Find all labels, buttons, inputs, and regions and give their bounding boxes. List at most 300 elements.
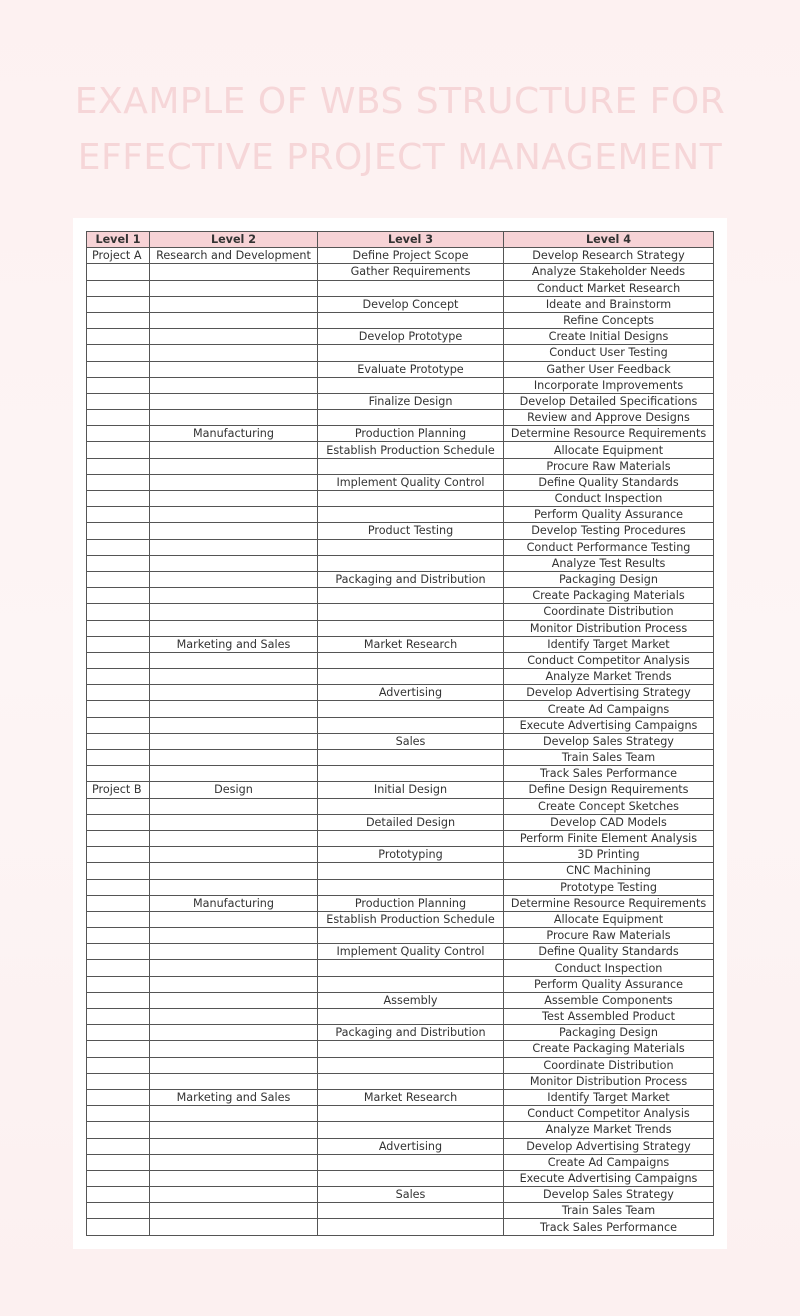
table-cell-level-4[interactable]: Coordinate Distribution bbox=[504, 1057, 714, 1073]
table-cell-level-2[interactable] bbox=[150, 410, 318, 426]
table-cell-level-2[interactable] bbox=[150, 458, 318, 474]
table-cell-level-1[interactable] bbox=[87, 474, 150, 490]
table-cell-level-2[interactable] bbox=[150, 847, 318, 863]
table-cell-level-4[interactable]: Develop Sales Strategy bbox=[504, 1187, 714, 1203]
table-cell-level-3[interactable] bbox=[318, 1170, 504, 1186]
table-row bbox=[87, 1122, 714, 1138]
table-cell-level-4[interactable]: Test Assembled Product bbox=[504, 1009, 714, 1025]
table-cell-level-4[interactable]: Packaging Design bbox=[504, 1025, 714, 1041]
table-cell-level-1[interactable] bbox=[87, 410, 150, 426]
table-cell-level-1[interactable] bbox=[87, 1073, 150, 1089]
table-cell-level-3[interactable] bbox=[318, 928, 504, 944]
table-cell-level-1[interactable] bbox=[87, 652, 150, 668]
table-cell-level-3[interactable] bbox=[318, 1219, 504, 1235]
table-row bbox=[87, 248, 714, 264]
table-row bbox=[87, 1089, 714, 1105]
table-cell-level-2[interactable] bbox=[150, 1219, 318, 1235]
table-cell-level-4[interactable]: Analyze Market Trends bbox=[504, 1122, 714, 1138]
table-cell-level-2[interactable] bbox=[150, 604, 318, 620]
table-cell-level-3[interactable] bbox=[318, 830, 504, 846]
table-cell-level-2[interactable]: Design bbox=[150, 782, 318, 798]
table-row bbox=[87, 685, 714, 701]
table-cell-level-1[interactable] bbox=[87, 717, 150, 733]
table-cell-level-4[interactable]: Procure Raw Materials bbox=[504, 458, 714, 474]
table-cell-level-2[interactable] bbox=[150, 1057, 318, 1073]
table-cell-level-3[interactable]: Market Research bbox=[318, 1089, 504, 1105]
table-cell-level-2[interactable] bbox=[150, 523, 318, 539]
table-cell-level-2[interactable] bbox=[150, 442, 318, 458]
table-row bbox=[87, 361, 714, 377]
table-cell-level-2[interactable] bbox=[150, 539, 318, 555]
table-row bbox=[87, 604, 714, 620]
table-cell-level-2[interactable] bbox=[150, 669, 318, 685]
table-cell-level-4[interactable]: Analyze Market Trends bbox=[504, 669, 714, 685]
table-cell-level-3[interactable] bbox=[318, 766, 504, 782]
table-cell-level-2[interactable] bbox=[150, 814, 318, 830]
table-cell-level-1[interactable] bbox=[87, 507, 150, 523]
table-cell-level-4[interactable]: Assemble Components bbox=[504, 992, 714, 1008]
table-cell-level-3[interactable] bbox=[318, 976, 504, 992]
table-cell-level-3[interactable] bbox=[318, 345, 504, 361]
table-row bbox=[87, 798, 714, 814]
table-cell-level-4[interactable]: Create Ad Campaigns bbox=[504, 701, 714, 717]
table-row bbox=[87, 588, 714, 604]
table-cell-level-1[interactable] bbox=[87, 992, 150, 1008]
table-cell-level-4[interactable]: Review and Approve Designs bbox=[504, 410, 714, 426]
table-cell-level-3[interactable] bbox=[318, 1122, 504, 1138]
table-cell-level-1[interactable] bbox=[87, 733, 150, 749]
table-cell-level-1[interactable] bbox=[87, 345, 150, 361]
table-cell-level-3[interactable] bbox=[318, 555, 504, 571]
table-cell-level-2[interactable] bbox=[150, 798, 318, 814]
table-cell-level-4[interactable]: Create Initial Designs bbox=[504, 329, 714, 345]
table-cell-level-1[interactable] bbox=[87, 1219, 150, 1235]
table-cell-level-2[interactable]: Marketing and Sales bbox=[150, 636, 318, 652]
table-row bbox=[87, 458, 714, 474]
table-cell-level-4[interactable]: Gather User Feedback bbox=[504, 361, 714, 377]
table-cell-level-3[interactable] bbox=[318, 410, 504, 426]
table-cell-level-2[interactable] bbox=[150, 717, 318, 733]
table-cell-level-3[interactable] bbox=[318, 377, 504, 393]
table-row bbox=[87, 393, 714, 409]
table-cell-level-3[interactable] bbox=[318, 750, 504, 766]
table-cell-level-1[interactable] bbox=[87, 442, 150, 458]
table-cell-level-1[interactable] bbox=[87, 685, 150, 701]
table-cell-level-4[interactable]: Refine Concepts bbox=[504, 312, 714, 328]
table-row bbox=[87, 928, 714, 944]
table-cell-level-2[interactable] bbox=[150, 750, 318, 766]
table-cell-level-1[interactable] bbox=[87, 766, 150, 782]
table-cell-level-2[interactable] bbox=[150, 830, 318, 846]
table-cell-level-4[interactable]: Develop Sales Strategy bbox=[504, 733, 714, 749]
table-cell-level-1[interactable] bbox=[87, 280, 150, 296]
table-cell-level-1[interactable] bbox=[87, 312, 150, 328]
table-cell-level-1[interactable] bbox=[87, 377, 150, 393]
table-cell-level-3[interactable] bbox=[318, 1154, 504, 1170]
table-cell-level-2[interactable] bbox=[150, 652, 318, 668]
table-cell-level-4[interactable]: Create Packaging Materials bbox=[504, 588, 714, 604]
table-row bbox=[87, 814, 714, 830]
table-cell-level-2[interactable] bbox=[150, 911, 318, 927]
table-cell-level-1[interactable] bbox=[87, 911, 150, 927]
table-cell-level-1[interactable] bbox=[87, 539, 150, 555]
table-cell-level-4[interactable]: Train Sales Team bbox=[504, 750, 714, 766]
table-row bbox=[87, 733, 714, 749]
table-cell-level-3[interactable]: Initial Design bbox=[318, 782, 504, 798]
table-row bbox=[87, 410, 714, 426]
table-row bbox=[87, 426, 714, 442]
table-cell-level-3[interactable]: Detailed Design bbox=[318, 814, 504, 830]
table-cell-level-1[interactable] bbox=[87, 1122, 150, 1138]
table-cell-level-4[interactable]: Perform Quality Assurance bbox=[504, 507, 714, 523]
table-cell-level-1[interactable]: Project A bbox=[87, 248, 150, 264]
table-cell-level-2[interactable] bbox=[150, 280, 318, 296]
table-row bbox=[87, 1138, 714, 1154]
table-cell-level-4[interactable]: Create Concept Sketches bbox=[504, 798, 714, 814]
table-row bbox=[87, 1203, 714, 1219]
table-row bbox=[87, 1187, 714, 1203]
table-cell-level-3[interactable]: Packaging and Distribution bbox=[318, 571, 504, 587]
table-row bbox=[87, 523, 714, 539]
table-cell-level-2[interactable] bbox=[150, 1154, 318, 1170]
table-row bbox=[87, 782, 714, 798]
table-row bbox=[87, 636, 714, 652]
table-cell-level-4[interactable]: Prototype Testing bbox=[504, 879, 714, 895]
table-cell-level-4[interactable]: Develop Testing Procedures bbox=[504, 523, 714, 539]
table-cell-level-4[interactable]: Monitor Distribution Process bbox=[504, 1073, 714, 1089]
table-cell-level-3[interactable] bbox=[318, 491, 504, 507]
table-cell-level-4[interactable]: 3D Printing bbox=[504, 847, 714, 863]
table-cell-level-3[interactable] bbox=[318, 879, 504, 895]
table-cell-level-4[interactable]: Train Sales Team bbox=[504, 1203, 714, 1219]
table-cell-level-2[interactable] bbox=[150, 863, 318, 879]
table-cell-level-2[interactable] bbox=[150, 1122, 318, 1138]
table-cell-level-4[interactable]: CNC Machining bbox=[504, 863, 714, 879]
table-cell-level-2[interactable]: Marketing and Sales bbox=[150, 1089, 318, 1105]
header-level-4[interactable]: Level 4 bbox=[504, 232, 714, 248]
table-cell-level-4[interactable]: Conduct Inspection bbox=[504, 491, 714, 507]
table-cell-level-3[interactable] bbox=[318, 1106, 504, 1122]
header-level-1[interactable]: Level 1 bbox=[87, 232, 150, 248]
table-cell-level-3[interactable] bbox=[318, 280, 504, 296]
table-cell-level-1[interactable] bbox=[87, 361, 150, 377]
table-cell-level-3[interactable]: Product Testing bbox=[318, 523, 504, 539]
table-cell-level-1[interactable] bbox=[87, 1138, 150, 1154]
table-cell-level-3[interactable] bbox=[318, 960, 504, 976]
header-level-2[interactable]: Level 2 bbox=[150, 232, 318, 248]
table-cell-level-1[interactable] bbox=[87, 555, 150, 571]
table-cell-level-2[interactable] bbox=[150, 960, 318, 976]
table-cell-level-3[interactable]: Develop Prototype bbox=[318, 329, 504, 345]
table-row bbox=[87, 442, 714, 458]
table-cell-level-1[interactable] bbox=[87, 1041, 150, 1057]
table-cell-level-3[interactable]: Establish Production Schedule bbox=[318, 442, 504, 458]
table-cell-level-2[interactable] bbox=[150, 1170, 318, 1186]
table-cell-level-4[interactable]: Develop Detailed Specifications bbox=[504, 393, 714, 409]
table-cell-level-1[interactable] bbox=[87, 847, 150, 863]
table-row bbox=[87, 847, 714, 863]
table-row bbox=[87, 992, 714, 1008]
table-cell-level-2[interactable] bbox=[150, 1203, 318, 1219]
table-cell-level-1[interactable] bbox=[87, 879, 150, 895]
table-cell-level-3[interactable]: Define Project Scope bbox=[318, 248, 504, 264]
table-cell-level-4[interactable]: Develop Advertising Strategy bbox=[504, 685, 714, 701]
table-cell-level-4[interactable]: Track Sales Performance bbox=[504, 1219, 714, 1235]
table-cell-level-3[interactable]: Gather Requirements bbox=[318, 264, 504, 280]
table-cell-level-4[interactable]: Conduct Inspection bbox=[504, 960, 714, 976]
table-cell-level-3[interactable] bbox=[318, 539, 504, 555]
table-cell-level-3[interactable] bbox=[318, 717, 504, 733]
table-cell-level-1[interactable] bbox=[87, 1170, 150, 1186]
table-cell-level-2[interactable] bbox=[150, 1138, 318, 1154]
table-cell-level-1[interactable] bbox=[87, 863, 150, 879]
table-cell-level-2[interactable] bbox=[150, 571, 318, 587]
table-row bbox=[87, 264, 714, 280]
table-cell-level-3[interactable] bbox=[318, 588, 504, 604]
table-cell-level-2[interactable] bbox=[150, 620, 318, 636]
table-cell-level-2[interactable] bbox=[150, 879, 318, 895]
table-cell-level-4[interactable]: Conduct Competitor Analysis bbox=[504, 652, 714, 668]
table-cell-level-1[interactable] bbox=[87, 1154, 150, 1170]
table-row bbox=[87, 750, 714, 766]
table-cell-level-1[interactable] bbox=[87, 636, 150, 652]
table-cell-level-2[interactable] bbox=[150, 491, 318, 507]
table-cell-level-4[interactable]: Allocate Equipment bbox=[504, 911, 714, 927]
table-cell-level-1[interactable] bbox=[87, 895, 150, 911]
table-cell-level-4[interactable]: Packaging Design bbox=[504, 571, 714, 587]
table-cell-level-1[interactable] bbox=[87, 620, 150, 636]
table-row bbox=[87, 280, 714, 296]
table-cell-level-2[interactable] bbox=[150, 1073, 318, 1089]
table-cell-level-4[interactable]: Conduct Market Research bbox=[504, 280, 714, 296]
table-cell-level-2[interactable] bbox=[150, 928, 318, 944]
table-cell-level-2[interactable] bbox=[150, 361, 318, 377]
table-cell-level-4[interactable]: Analyze Test Results bbox=[504, 555, 714, 571]
table-cell-level-1[interactable] bbox=[87, 588, 150, 604]
table-cell-level-3[interactable] bbox=[318, 507, 504, 523]
table-cell-level-4[interactable]: Create Ad Campaigns bbox=[504, 1154, 714, 1170]
header-level-3[interactable]: Level 3 bbox=[318, 232, 504, 248]
table-cell-level-2[interactable] bbox=[150, 393, 318, 409]
table-cell-level-3[interactable]: Sales bbox=[318, 733, 504, 749]
table-cell-level-3[interactable]: Develop Concept bbox=[318, 296, 504, 312]
table-cell-level-1[interactable] bbox=[87, 1187, 150, 1203]
table-cell-level-2[interactable] bbox=[150, 312, 318, 328]
table-cell-level-4[interactable]: Perform Finite Element Analysis bbox=[504, 830, 714, 846]
table-cell-level-4[interactable]: Conduct Performance Testing bbox=[504, 539, 714, 555]
table-row bbox=[87, 377, 714, 393]
table-row bbox=[87, 863, 714, 879]
table-cell-level-3[interactable]: Advertising bbox=[318, 685, 504, 701]
table-cell-level-1[interactable] bbox=[87, 458, 150, 474]
table-row bbox=[87, 1106, 714, 1122]
table-cell-level-2[interactable] bbox=[150, 507, 318, 523]
table-row bbox=[87, 976, 714, 992]
table-row bbox=[87, 1025, 714, 1041]
table-row bbox=[87, 701, 714, 717]
table-row bbox=[87, 766, 714, 782]
table-cell-level-4[interactable]: Create Packaging Materials bbox=[504, 1041, 714, 1057]
table-cell-level-2[interactable]: Manufacturing bbox=[150, 426, 318, 442]
table-cell-level-2[interactable] bbox=[150, 1187, 318, 1203]
table-cell-level-4[interactable]: Define Quality Standards bbox=[504, 474, 714, 490]
table-cell-level-1[interactable] bbox=[87, 944, 150, 960]
table-cell-level-4[interactable]: Incorporate Improvements bbox=[504, 377, 714, 393]
table-row bbox=[87, 474, 714, 490]
table-row bbox=[87, 491, 714, 507]
table-cell-level-4[interactable]: Determine Resource Requirements bbox=[504, 895, 714, 911]
table-cell-level-3[interactable]: Sales bbox=[318, 1187, 504, 1203]
table-cell-level-1[interactable]: Project B bbox=[87, 782, 150, 798]
table-cell-level-4[interactable]: Execute Advertising Campaigns bbox=[504, 717, 714, 733]
table-cell-level-3[interactable]: Implement Quality Control bbox=[318, 474, 504, 490]
table-cell-level-1[interactable] bbox=[87, 814, 150, 830]
table-cell-level-2[interactable] bbox=[150, 296, 318, 312]
table-row bbox=[87, 1009, 714, 1025]
table-row bbox=[87, 911, 714, 927]
table-cell-level-4[interactable]: Develop Research Strategy bbox=[504, 248, 714, 264]
table-cell-level-4[interactable]: Develop CAD Models bbox=[504, 814, 714, 830]
table-cell-level-2[interactable] bbox=[150, 377, 318, 393]
table-cell-level-4[interactable]: Conduct Competitor Analysis bbox=[504, 1106, 714, 1122]
table-cell-level-3[interactable] bbox=[318, 863, 504, 879]
table-cell-level-2[interactable] bbox=[150, 1106, 318, 1122]
table-cell-level-3[interactable]: Advertising bbox=[318, 1138, 504, 1154]
table-cell-level-1[interactable] bbox=[87, 393, 150, 409]
table-cell-level-1[interactable] bbox=[87, 426, 150, 442]
table-cell-level-2[interactable] bbox=[150, 976, 318, 992]
table-cell-level-3[interactable]: Production Planning bbox=[318, 426, 504, 442]
table-cell-level-2[interactable] bbox=[150, 992, 318, 1008]
table-cell-level-2[interactable] bbox=[150, 555, 318, 571]
table-cell-level-3[interactable]: Evaluate Prototype bbox=[318, 361, 504, 377]
table-cell-level-1[interactable] bbox=[87, 750, 150, 766]
table-cell-level-3[interactable] bbox=[318, 620, 504, 636]
table-cell-level-4[interactable]: Analyze Stakeholder Needs bbox=[504, 264, 714, 280]
table-cell-level-4[interactable]: Identify Target Market bbox=[504, 1089, 714, 1105]
table-cell-level-4[interactable]: Define Design Requirements bbox=[504, 782, 714, 798]
table-cell-level-2[interactable] bbox=[150, 944, 318, 960]
table-cell-level-1[interactable] bbox=[87, 329, 150, 345]
table-cell-level-1[interactable] bbox=[87, 604, 150, 620]
table-cell-level-3[interactable]: Market Research bbox=[318, 636, 504, 652]
table-cell-level-2[interactable] bbox=[150, 329, 318, 345]
table-cell-level-3[interactable] bbox=[318, 1073, 504, 1089]
table-cell-level-3[interactable] bbox=[318, 604, 504, 620]
table-cell-level-4[interactable]: Track Sales Performance bbox=[504, 766, 714, 782]
table-cell-level-4[interactable]: Allocate Equipment bbox=[504, 442, 714, 458]
table-cell-level-1[interactable] bbox=[87, 830, 150, 846]
table-cell-level-1[interactable] bbox=[87, 976, 150, 992]
table-row bbox=[87, 555, 714, 571]
table-cell-level-1[interactable] bbox=[87, 701, 150, 717]
table-cell-level-4[interactable]: Procure Raw Materials bbox=[504, 928, 714, 944]
table-cell-level-4[interactable]: Conduct User Testing bbox=[504, 345, 714, 361]
table-cell-level-2[interactable]: Research and Development bbox=[150, 248, 318, 264]
table-cell-level-3[interactable] bbox=[318, 798, 504, 814]
table-body bbox=[87, 248, 714, 1235]
table-cell-level-1[interactable] bbox=[87, 491, 150, 507]
table-cell-level-3[interactable]: Prototyping bbox=[318, 847, 504, 863]
table-cell-level-3[interactable] bbox=[318, 701, 504, 717]
table-row bbox=[87, 895, 714, 911]
table-row bbox=[87, 571, 714, 587]
table-cell-level-3[interactable]: Finalize Design bbox=[318, 393, 504, 409]
table-cell-level-2[interactable] bbox=[150, 685, 318, 701]
table-row bbox=[87, 960, 714, 976]
table-cell-level-4[interactable]: Monitor Distribution Process bbox=[504, 620, 714, 636]
table-cell-level-4[interactable]: Develop Advertising Strategy bbox=[504, 1138, 714, 1154]
table-row bbox=[87, 312, 714, 328]
table-cell-level-1[interactable] bbox=[87, 1089, 150, 1105]
table-cell-level-1[interactable] bbox=[87, 798, 150, 814]
table-cell-level-4[interactable]: Identify Target Market bbox=[504, 636, 714, 652]
table-cell-level-3[interactable] bbox=[318, 652, 504, 668]
table-cell-level-3[interactable] bbox=[318, 1203, 504, 1219]
spreadsheet-sheet bbox=[73, 218, 727, 1249]
table-cell-level-2[interactable] bbox=[150, 264, 318, 280]
table-cell-level-2[interactable] bbox=[150, 766, 318, 782]
table-cell-level-2[interactable] bbox=[150, 733, 318, 749]
table-cell-level-4[interactable]: Execute Advertising Campaigns bbox=[504, 1170, 714, 1186]
table-cell-level-3[interactable] bbox=[318, 312, 504, 328]
table-cell-level-3[interactable] bbox=[318, 1041, 504, 1057]
table-cell-level-1[interactable] bbox=[87, 1106, 150, 1122]
table-cell-level-3[interactable]: Production Planning bbox=[318, 895, 504, 911]
table-cell-level-3[interactable]: Packaging and Distribution bbox=[318, 1025, 504, 1041]
table-cell-level-1[interactable] bbox=[87, 264, 150, 280]
table-row bbox=[87, 539, 714, 555]
table-row bbox=[87, 345, 714, 361]
table-cell-level-4[interactable]: Determine Resource Requirements bbox=[504, 426, 714, 442]
table-cell-level-1[interactable] bbox=[87, 669, 150, 685]
table-cell-level-1[interactable] bbox=[87, 1009, 150, 1025]
table-cell-level-1[interactable] bbox=[87, 1203, 150, 1219]
table-cell-level-1[interactable] bbox=[87, 1057, 150, 1073]
wbs-table bbox=[86, 231, 714, 1236]
table-row bbox=[87, 717, 714, 733]
table-cell-level-3[interactable] bbox=[318, 458, 504, 474]
table-cell-level-3[interactable] bbox=[318, 1057, 504, 1073]
table-cell-level-4[interactable]: Ideate and Brainstorm bbox=[504, 296, 714, 312]
table-cell-level-2[interactable] bbox=[150, 474, 318, 490]
table-cell-level-3[interactable]: Establish Production Schedule bbox=[318, 911, 504, 927]
table-cell-level-3[interactable] bbox=[318, 1009, 504, 1025]
table-cell-level-4[interactable]: Define Quality Standards bbox=[504, 944, 714, 960]
table-cell-level-1[interactable] bbox=[87, 296, 150, 312]
table-cell-level-1[interactable] bbox=[87, 1025, 150, 1041]
table-cell-level-2[interactable] bbox=[150, 1025, 318, 1041]
table-row bbox=[87, 669, 714, 685]
table-cell-level-2[interactable] bbox=[150, 345, 318, 361]
table-cell-level-1[interactable] bbox=[87, 523, 150, 539]
table-cell-level-1[interactable] bbox=[87, 571, 150, 587]
table-cell-level-3[interactable]: Implement Quality Control bbox=[318, 944, 504, 960]
table-row bbox=[87, 507, 714, 523]
table-cell-level-2[interactable] bbox=[150, 701, 318, 717]
table-cell-level-2[interactable] bbox=[150, 1009, 318, 1025]
table-cell-level-2[interactable] bbox=[150, 1041, 318, 1057]
table-cell-level-2[interactable]: Manufacturing bbox=[150, 895, 318, 911]
table-cell-level-1[interactable] bbox=[87, 928, 150, 944]
table-cell-level-3[interactable]: Assembly bbox=[318, 992, 504, 1008]
table-cell-level-1[interactable] bbox=[87, 960, 150, 976]
table-cell-level-4[interactable]: Coordinate Distribution bbox=[504, 604, 714, 620]
table-cell-level-3[interactable] bbox=[318, 669, 504, 685]
table-cell-level-4[interactable]: Perform Quality Assurance bbox=[504, 976, 714, 992]
table-cell-level-2[interactable] bbox=[150, 588, 318, 604]
table-row bbox=[87, 830, 714, 846]
